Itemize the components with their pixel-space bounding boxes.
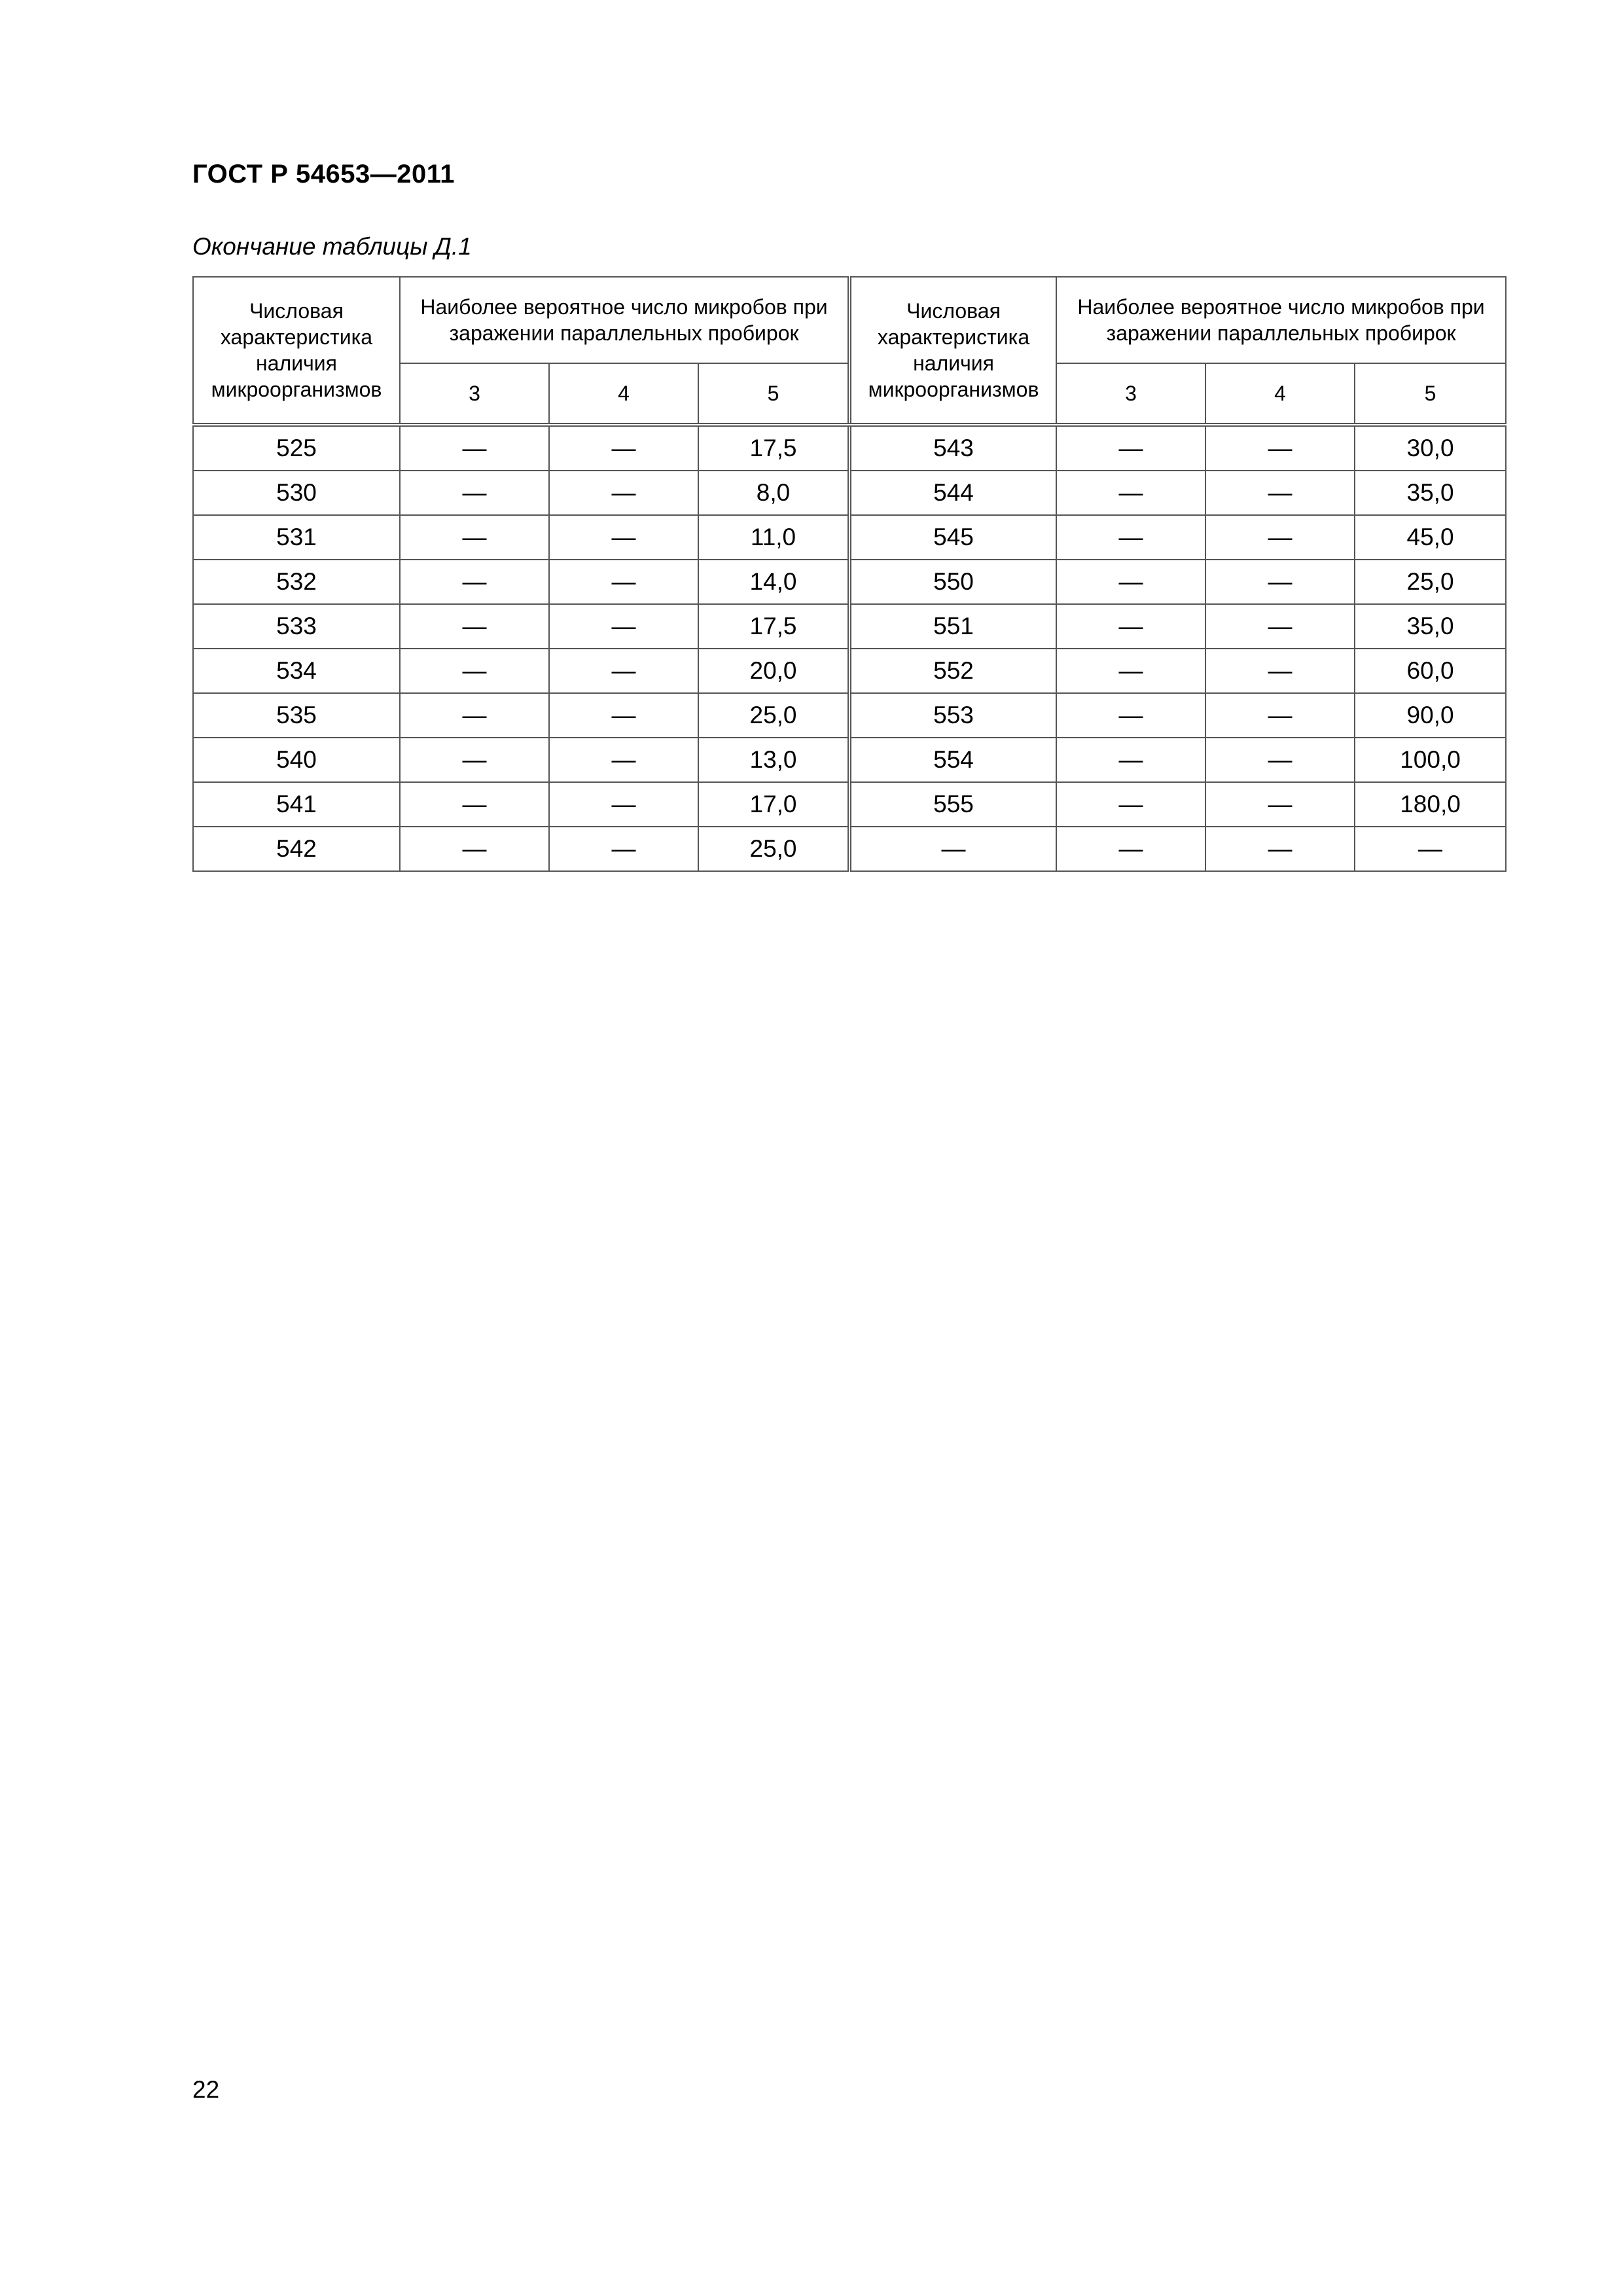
table-cell: 60,0 — [1355, 649, 1506, 693]
table-row — [193, 425, 1506, 471]
subheader-left-5: 5 — [698, 363, 849, 425]
table-cell: 530 — [193, 471, 400, 515]
table-cell: 554 — [849, 738, 1056, 782]
table-cell: — — [1205, 515, 1355, 560]
table-cell: — — [400, 738, 549, 782]
table-cell: — — [1056, 515, 1205, 560]
table-cell: 13,0 — [698, 738, 849, 782]
table-cell: — — [849, 827, 1056, 871]
table-cell: — — [1205, 827, 1355, 871]
table-cell: — — [549, 782, 698, 827]
table-row — [193, 604, 1506, 649]
table-cell: 14,0 — [698, 560, 849, 604]
table-cell: 540 — [193, 738, 400, 782]
table-cell: — — [400, 560, 549, 604]
table-cell: 555 — [849, 782, 1056, 827]
table-cell: — — [549, 693, 698, 738]
table-cell: — — [1205, 782, 1355, 827]
table-cell: — — [1056, 693, 1205, 738]
table-cell: — — [1056, 560, 1205, 604]
table-cell: 550 — [849, 560, 1056, 604]
page-number: 22 — [192, 2076, 220, 2103]
table-row — [193, 693, 1506, 738]
table-row — [193, 827, 1506, 871]
table-cell: 35,0 — [1355, 604, 1506, 649]
table-cell: 525 — [193, 425, 400, 471]
table-cell: 25,0 — [698, 693, 849, 738]
subheader-left-3: 3 — [400, 363, 549, 425]
table-cell: 535 — [193, 693, 400, 738]
table-cell: — — [1056, 425, 1205, 471]
table-cell: 90,0 — [1355, 693, 1506, 738]
table-cell: — — [400, 471, 549, 515]
data-table — [192, 276, 1507, 872]
table-cell: 533 — [193, 604, 400, 649]
table-cell: — — [1205, 604, 1355, 649]
table-cell: — — [1056, 827, 1205, 871]
table-cell: 545 — [849, 515, 1056, 560]
table-cell: — — [400, 604, 549, 649]
subheader-left-4: 4 — [549, 363, 698, 425]
table-cell: 100,0 — [1355, 738, 1506, 782]
document-header: ГОСТ Р 54653—2011 — [192, 160, 455, 188]
table-cell: 35,0 — [1355, 471, 1506, 515]
table-cell: 30,0 — [1355, 425, 1506, 471]
table-cell: — — [1056, 738, 1205, 782]
table-cell: — — [1355, 827, 1506, 871]
table-cell: — — [400, 515, 549, 560]
table-cell: — — [549, 515, 698, 560]
table-cell: — — [400, 827, 549, 871]
subheader-right-5: 5 — [1355, 363, 1506, 425]
table-cell: 25,0 — [698, 827, 849, 871]
table-cell: — — [1205, 560, 1355, 604]
table-cell: — — [549, 471, 698, 515]
table-cell: 531 — [193, 515, 400, 560]
table-cell: — — [549, 827, 698, 871]
header-char-left: Числовая характеристика наличия микроорганизмов — [193, 277, 400, 425]
table-cell: — — [1056, 604, 1205, 649]
table-cell: — — [549, 604, 698, 649]
table-cell: 534 — [193, 649, 400, 693]
table-row — [193, 782, 1506, 827]
table-cell: 45,0 — [1355, 515, 1506, 560]
table-cell: 17,5 — [698, 425, 849, 471]
table-cell: 552 — [849, 649, 1056, 693]
table-cell: — — [1205, 693, 1355, 738]
table-cell: — — [549, 560, 698, 604]
table-caption: Окончание таблицы Д.1 — [192, 233, 472, 260]
table-cell: 542 — [193, 827, 400, 871]
table-cell: — — [400, 693, 549, 738]
table-cell: 25,0 — [1355, 560, 1506, 604]
table-row — [193, 560, 1506, 604]
table-body — [193, 425, 1506, 871]
header-group-left: Наиболее вероятное число микробов при заражении параллельных пробирок — [400, 277, 849, 363]
table-cell: 532 — [193, 560, 400, 604]
table-cell: — — [400, 782, 549, 827]
table-cell: 541 — [193, 782, 400, 827]
table-cell: 17,0 — [698, 782, 849, 827]
table-cell: — — [1056, 471, 1205, 515]
subheader-right-3: 3 — [1056, 363, 1205, 425]
table-cell: — — [400, 649, 549, 693]
header-char-right: Числовая характеристика наличия микроорганизмов — [849, 277, 1056, 425]
table-row — [193, 471, 1506, 515]
table-cell: — — [1205, 425, 1355, 471]
table-row — [193, 738, 1506, 782]
table-cell: 11,0 — [698, 515, 849, 560]
table-cell: — — [400, 425, 549, 471]
table-cell: — — [1205, 649, 1355, 693]
table-cell: 543 — [849, 425, 1056, 471]
table-cell: 553 — [849, 693, 1056, 738]
table-cell: 180,0 — [1355, 782, 1506, 827]
table-cell: — — [549, 425, 698, 471]
table-cell: — — [549, 738, 698, 782]
table-cell: — — [1205, 471, 1355, 515]
table-row — [193, 649, 1506, 693]
header-group-right: Наиболее вероятное число микробов при заражении параллельных пробирок — [1056, 277, 1506, 363]
table-cell: 20,0 — [698, 649, 849, 693]
table-row — [193, 515, 1506, 560]
table-cell: — — [549, 649, 698, 693]
table-cell: 551 — [849, 604, 1056, 649]
subheader-right-4: 4 — [1205, 363, 1355, 425]
table-cell: — — [1056, 782, 1205, 827]
table-cell: — — [1205, 738, 1355, 782]
table-cell: 17,5 — [698, 604, 849, 649]
table-cell: — — [1056, 649, 1205, 693]
table-cell: 8,0 — [698, 471, 849, 515]
table-cell: 544 — [849, 471, 1056, 515]
